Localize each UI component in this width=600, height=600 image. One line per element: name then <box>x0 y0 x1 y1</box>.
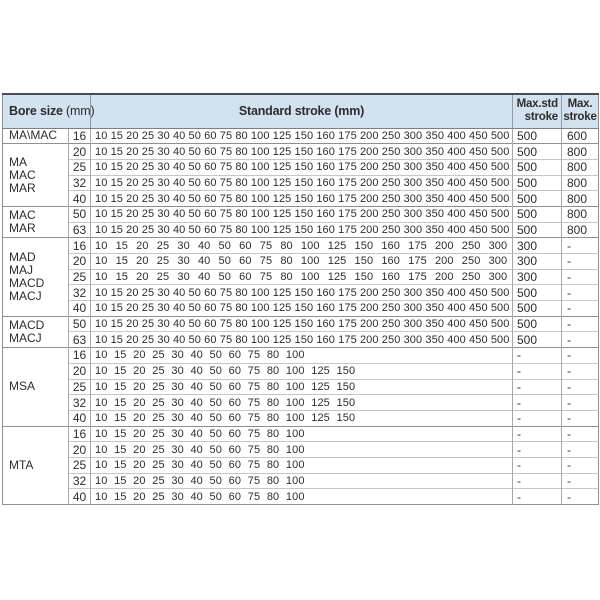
max-stroke-value: - <box>562 348 599 364</box>
bore-size-value: 16 <box>69 426 91 442</box>
bore-size-value: 32 <box>69 395 91 411</box>
bore-size-value: 63 <box>69 332 91 348</box>
max-stroke-value: - <box>562 379 599 395</box>
max-std-stroke-value: - <box>513 442 562 458</box>
stroke-table <box>2 93 599 505</box>
table-row <box>3 191 599 207</box>
bore-size-value: 32 <box>69 285 91 301</box>
max-std-stroke-value: 500 <box>513 332 562 348</box>
standard-stroke-values: 10 15 20 25 30 40 50 60 75 80 100 125 150 160 175 200 250 300 350 400 450 500 <box>91 316 513 332</box>
bore-size-value: 16 <box>69 238 91 254</box>
max-stroke-header <box>562 94 599 128</box>
bore-size-value: 32 <box>69 473 91 489</box>
max-std-stroke-value: - <box>513 363 562 379</box>
table-row <box>3 426 599 442</box>
table-row <box>3 128 599 144</box>
header-row <box>3 94 599 128</box>
standard-stroke-values: 10 15 20 25 30 40 50 60 75 80 100 125 150 160 175 200 250 300 350 400 450 500 <box>91 285 513 301</box>
max-std-stroke-value: - <box>513 410 562 426</box>
max-std-stroke-value: - <box>513 348 562 364</box>
series-label: MSA <box>3 348 69 426</box>
max-std-stroke-header <box>513 94 562 128</box>
bore-size-value: 25 <box>69 457 91 473</box>
bore-size-value: 20 <box>69 442 91 458</box>
bore-size-value: 20 <box>69 144 91 160</box>
max-stroke-value: - <box>562 301 599 317</box>
standard-stroke-values: 10 15 20 25 30 40 50 60 75 80 100 125 150 160 175 200 250 300 350 400 450 500 <box>91 206 513 222</box>
bore-size-value: 40 <box>69 489 91 505</box>
max-stroke-header-line1: Max. <box>567 98 593 111</box>
standard-stroke-values: 10 15 20 25 30 40 50 60 75 80 100 <box>91 473 513 489</box>
standard-stroke-values: 10 15 20 25 30 40 50 60 75 80 100 125 150 160 175 200 250 300 <box>91 254 513 270</box>
bore-size-value: 25 <box>69 269 91 285</box>
max-stroke-value: - <box>562 395 599 411</box>
standard-stroke-values: 10 15 20 25 30 40 50 60 75 80 100 <box>91 489 513 505</box>
standard-stroke-values: 10 15 20 25 30 40 50 60 75 80 100 125 150 <box>91 363 513 379</box>
max-std-stroke-value: 500 <box>513 159 562 175</box>
table-row <box>3 473 599 489</box>
max-std-stroke-value: - <box>513 379 562 395</box>
max-std-stroke-header-line2: stroke <box>524 111 558 124</box>
bore-size-value: 40 <box>69 191 91 207</box>
table-row <box>3 254 599 270</box>
max-std-stroke-value: 500 <box>513 191 562 207</box>
table-row <box>3 222 599 238</box>
table-row <box>3 332 599 348</box>
standard-stroke-values: 10 15 20 25 30 40 50 60 75 80 100 125 150 160 175 200 250 300 350 400 450 500 <box>95 129 510 142</box>
table-row <box>3 442 599 458</box>
max-stroke-value: 600 <box>567 128 588 143</box>
bore-size-value: 40 <box>69 410 91 426</box>
table-row <box>3 285 599 301</box>
series-label: MTA <box>3 426 69 504</box>
table-row <box>3 301 599 317</box>
standard-stroke-values: 10 15 20 25 30 40 50 60 75 80 100 <box>91 442 513 458</box>
max-std-stroke-value: 300 <box>513 238 562 254</box>
max-stroke-value: - <box>562 473 599 489</box>
max-stroke-value: - <box>562 489 599 505</box>
bore-size-value: 25 <box>69 379 91 395</box>
bore-size-value: 32 <box>69 175 91 191</box>
max-stroke-value: - <box>562 410 599 426</box>
bore-size-header-unit: (mm) <box>62 104 95 119</box>
table-header <box>3 94 599 128</box>
stroke-table-wrapper <box>2 93 598 505</box>
table-row <box>3 489 599 505</box>
max-std-stroke-value: 500 <box>513 206 562 222</box>
max-std-stroke-value: - <box>513 426 562 442</box>
standard-stroke-values: 10 15 20 25 30 40 50 60 75 80 100 125 150 160 175 200 250 300 350 400 450 500 <box>91 159 513 175</box>
bore-size-value: 50 <box>69 316 91 332</box>
max-stroke-value: - <box>562 285 599 301</box>
max-stroke-value: 800 <box>562 191 599 207</box>
table-row <box>3 159 599 175</box>
standard-stroke-values: 10 15 20 25 30 40 50 60 75 80 100 125 150 160 175 200 250 300 350 400 450 500 <box>91 191 513 207</box>
bore-size-value: 16 <box>69 128 91 144</box>
max-std-stroke-value: 300 <box>513 269 562 285</box>
table-body <box>3 128 599 505</box>
series-label: MA MAC MAR <box>3 144 69 207</box>
standard-stroke-values: 10 15 20 25 30 40 50 60 75 80 100 125 150 160 175 200 250 300 <box>91 269 513 285</box>
max-stroke-value: - <box>562 332 599 348</box>
max-std-stroke-value: 500 <box>513 128 562 144</box>
max-std-stroke-value: 500 <box>513 222 562 238</box>
max-std-stroke-value: 500 <box>513 285 562 301</box>
table-row <box>3 269 599 285</box>
standard-stroke-values: 10 15 20 25 30 40 50 60 75 80 100 125 150 160 175 200 250 300 350 400 450 500 <box>91 144 513 160</box>
max-stroke-value: 800 <box>562 222 599 238</box>
bore-size-value: 40 <box>69 301 91 317</box>
bore-size-value: 20 <box>69 363 91 379</box>
max-stroke-value: - <box>562 426 599 442</box>
max-stroke-value: 800 <box>562 175 599 191</box>
table-row <box>3 238 599 254</box>
max-stroke-value: - <box>562 254 599 270</box>
standard-stroke-values: 10 15 20 25 30 40 50 60 75 80 100 125 150 160 175 200 250 300 350 400 450 500 <box>91 222 513 238</box>
max-std-stroke-value: 500 <box>513 316 562 332</box>
standard-stroke-header: Standard stroke (mm) <box>91 94 513 128</box>
max-stroke-value: 800 <box>562 206 599 222</box>
max-std-stroke-value: - <box>513 457 562 473</box>
series-label: MAD MAJ MACD MACJ <box>3 238 69 316</box>
max-std-stroke-value: 500 <box>513 175 562 191</box>
standard-stroke-values: 10 15 20 25 30 40 50 60 75 80 100 125 150 <box>91 379 513 395</box>
bore-size-value: 16 <box>69 348 91 364</box>
max-std-stroke-value: 500 <box>513 144 562 160</box>
max-std-stroke-value: - <box>513 489 562 505</box>
table-row <box>3 316 599 332</box>
standard-stroke-values: 10 15 20 25 30 40 50 60 75 80 100 125 150 160 175 200 250 300 350 400 450 500 <box>91 332 513 348</box>
bore-size-value: 25 <box>69 159 91 175</box>
max-std-stroke-value: - <box>513 473 562 489</box>
table-row <box>3 348 599 364</box>
table-row <box>3 457 599 473</box>
standard-stroke-values: 10 15 20 25 30 40 50 60 75 80 100 <box>91 348 513 364</box>
bore-size-value: 50 <box>69 206 91 222</box>
max-stroke-value: - <box>562 363 599 379</box>
table-row <box>3 144 599 160</box>
max-std-stroke-header-line1: Max.std <box>516 98 558 111</box>
standard-stroke-values: 10 15 20 25 30 40 50 60 75 80 100 <box>91 457 513 473</box>
standard-stroke-values: 10 15 20 25 30 40 50 60 75 80 100 125 150 160 175 200 250 300 350 400 450 500 <box>91 301 513 317</box>
max-stroke-value: - <box>562 457 599 473</box>
table-row <box>3 379 599 395</box>
bore-size-value: 20 <box>69 254 91 270</box>
bore-size-value: 63 <box>69 222 91 238</box>
series-label: MA\MAC <box>9 128 57 143</box>
bore-size-header-label: Bore size <box>9 104 63 119</box>
standard-stroke-values: 10 15 20 25 30 40 50 60 75 80 100 125 150 160 175 200 250 300 350 400 450 500 <box>91 175 513 191</box>
series-label: MACD MACJ <box>3 316 69 347</box>
max-stroke-value: - <box>562 269 599 285</box>
table-row <box>3 206 599 222</box>
max-stroke-value: 800 <box>562 144 599 160</box>
max-std-stroke-value: - <box>513 395 562 411</box>
series-label: MAC MAR <box>3 206 69 237</box>
standard-stroke-values: 10 15 20 25 30 40 50 60 75 80 100 125 150 160 175 200 250 300 <box>91 238 513 254</box>
table-row <box>3 175 599 191</box>
max-stroke-value: - <box>562 442 599 458</box>
max-stroke-header-line2: stroke <box>563 111 597 124</box>
max-stroke-value: - <box>562 316 599 332</box>
standard-stroke-values: 10 15 20 25 30 40 50 60 75 80 100 125 150 <box>91 410 513 426</box>
max-stroke-value: - <box>562 238 599 254</box>
table-row <box>3 363 599 379</box>
standard-stroke-values: 10 15 20 25 30 40 50 60 75 80 100 125 150 <box>91 395 513 411</box>
bore-size-header <box>3 94 95 128</box>
max-std-stroke-value: 300 <box>513 254 562 270</box>
max-std-stroke-value: 500 <box>513 301 562 317</box>
table-row <box>3 395 599 411</box>
max-stroke-value: 800 <box>562 159 599 175</box>
standard-stroke-values: 10 15 20 25 30 40 50 60 75 80 100 <box>91 426 513 442</box>
table-row <box>3 410 599 426</box>
